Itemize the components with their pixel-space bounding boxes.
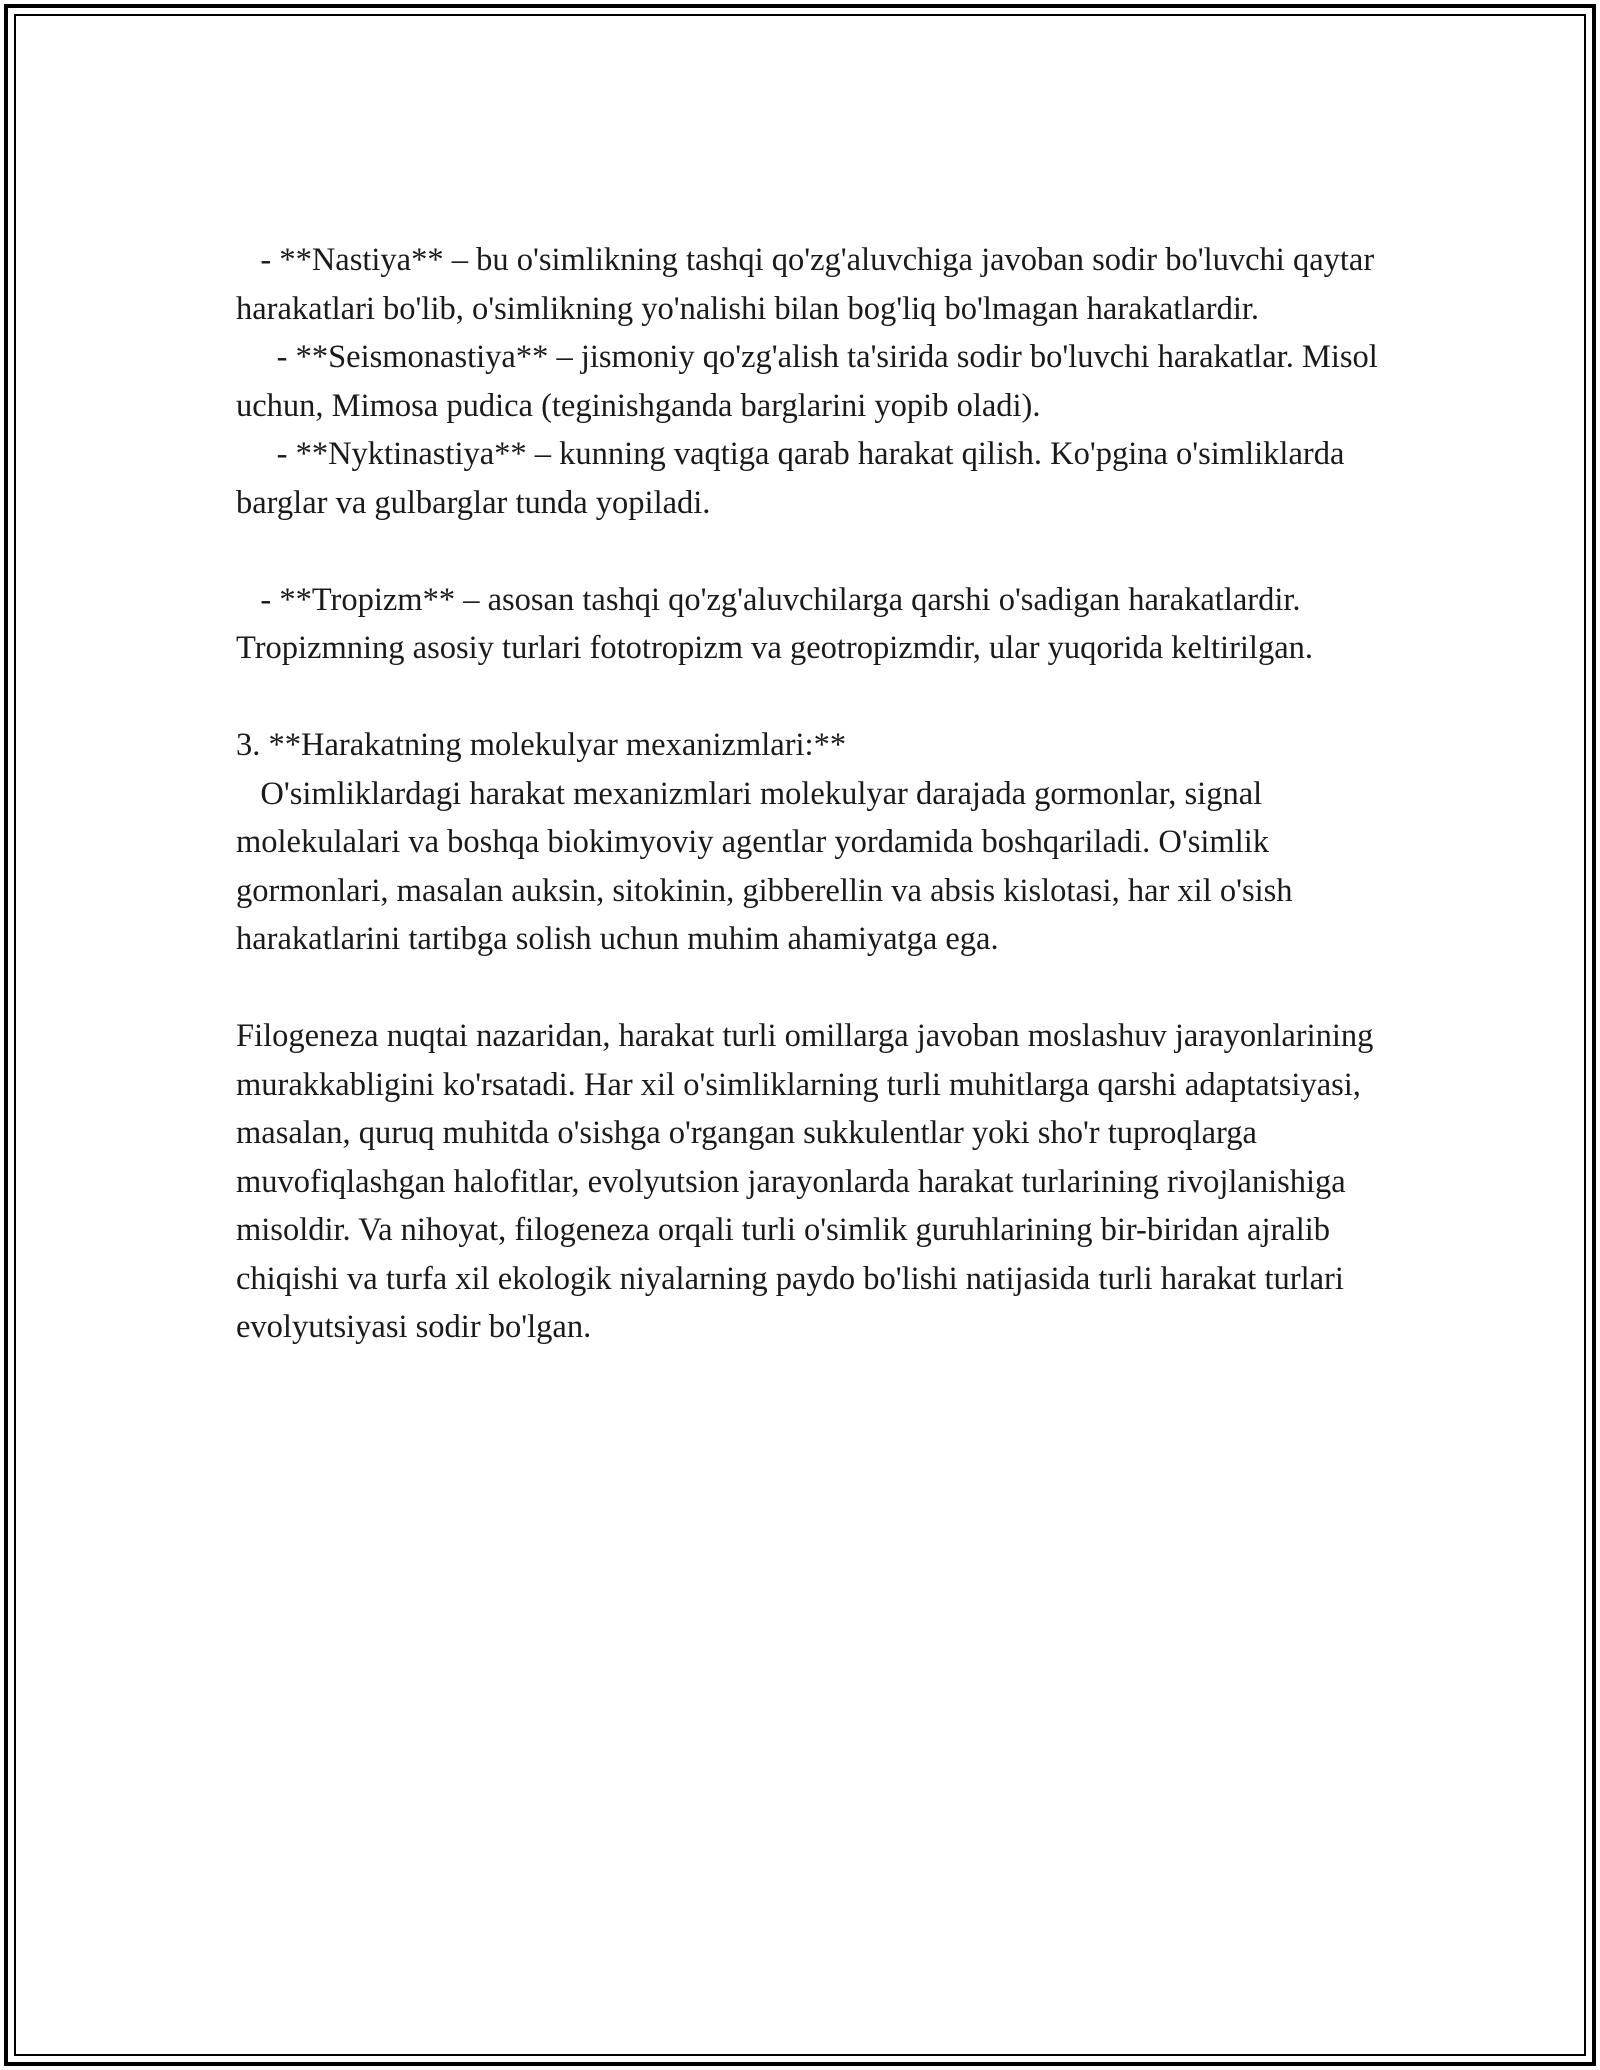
paragraph-gap xyxy=(236,673,1386,722)
section-heading-molecular-mechanisms: 3. **Harakatning molekulyar mexanizmlari:** xyxy=(236,727,847,763)
paragraph-gap xyxy=(236,527,1386,576)
document-body xyxy=(236,236,1386,1352)
paragraph-tropizm: - **Tropizm** – asosan tashqi qo'zg'aluvchilarga qarshi o'sadigan harakatlardir. Tropizmning asosiy turlari fototropizm va geotropizmdir, ular yuqorida keltirilgan. xyxy=(236,581,1314,666)
paragraph-molecular-mechanisms: O'simliklardagi harakat mexanizmlari molekulyar darajada gormonlar, signal molekulalari va boshqa biokimyoviy agentlar yordamida boshqariladi. O'simlik gormonlari, masalan auksin, sitokinin, gibberellin va absis kislotasi, har xil o'sish harakatlarini tartibga solish uchun muhim ahamiyatga ega. xyxy=(236,775,1301,957)
paragraph-nyktinastiya: - **Nyktinastiya** – kunning vaqtiga qarab harakat qilish. Ko'pgina o'simliklarda barglar va gulbarglar tunda yopiladi. xyxy=(236,436,1353,521)
paragraph-phylogeny: Filogeneza nuqtai nazaridan, harakat turli omillarga javoban moslashuv jarayonlarining murakkabligini ko'rsatadi. Har xil o'simliklarning turli muhitlarga qarshi adaptatsiyasi, masalan, quruq muhitda o'sishga o'rgangan sukkulentlar yoki sho'r tuproqlarga muvofiqlashgan halofitlar, evolyutsion jarayonlarda harakat turlarining rivojlanishiga misoldir. Va nihoyat, filogeneza orqali turli o'simlik guruhlarining bir-biridan ajralib chiqishi va turfa xil ekologik niyalarning paydo bo'lishi natijasida turli harakat turlari evolyutsiyasi sodir bo'lgan. xyxy=(236,1018,1382,1345)
paragraph-gap xyxy=(236,964,1386,1013)
paragraph-nastiya: - **Nastiya** – bu o'simlikning tashqi qo'zg'aluvchiga javoban sodir bo'luvchi qaytar harakatlari bo'lib, o'simlikning yo'nalishi bilan bog'liq bo'lmagan harakatlardir. xyxy=(236,242,1383,327)
paragraph-seismonastiya: - **Seismonastiya** – jismoniy qo'zg'alish ta'sirida sodir bo'luvchi harakatlar. Misol uchun, Mimosa pudica (teginishganda barglarini yopib oladi). xyxy=(236,339,1386,424)
